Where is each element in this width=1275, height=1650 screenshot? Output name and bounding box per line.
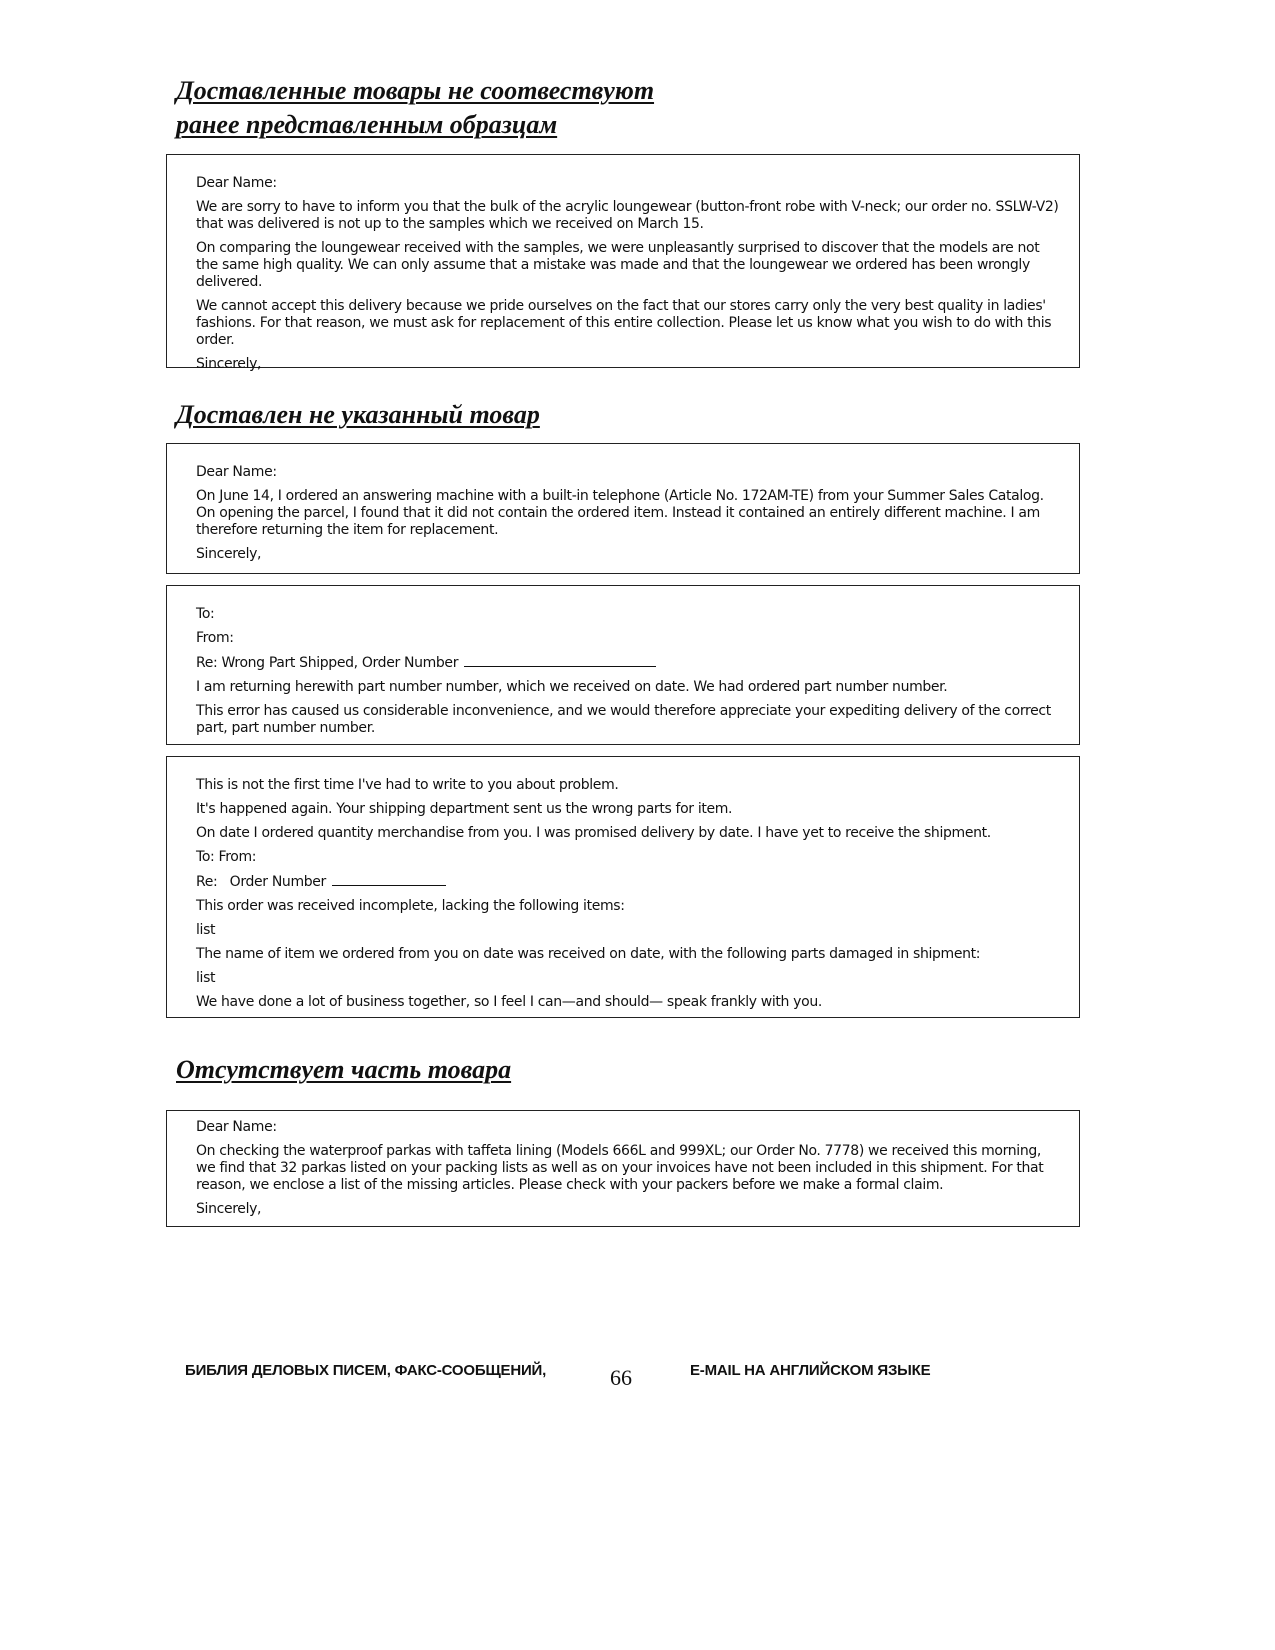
letter-paragraph: On checking the waterproof parkas with taffeta lining (Models 666L and 999XL; our Order No. 7778) we received this morning, we find that 32 parkas listed on your packing lists as well as on your invoices have not been included in this shipment. For that reason, we enclose a list of the missing articles. Please check with your packers before we make a formal claim. (196, 1143, 1044, 1193)
memo-from: From: (196, 630, 234, 646)
phrase: On date I ordered quantity merchandise from you. I was promised delivery by date. I have yet to receive the shipment. (196, 825, 991, 841)
memo-paragraph: I am returning herewith part number number, which we received on date. We had ordered part number number. (196, 679, 948, 695)
letter-box-mismatch (166, 154, 1080, 372)
phrase: list (196, 970, 216, 986)
order-number-blank (464, 654, 656, 667)
letter-paragraph: We are sorry to have to inform you that the bulk of the acrylic loungewear (button-front robe with V-neck; our order no. SSLW-V2) that was delivered is not up to the samples which we received on March 15. (196, 199, 1059, 232)
salutation: Dear Name: (196, 1119, 277, 1135)
section-heading-missing-part: Отсутствует часть товара (176, 1055, 512, 1084)
phrases-box (166, 756, 1080, 1018)
phrase: list (196, 922, 216, 938)
phrase: It's happened again. Your shipping department sent us the wrong parts for item. (196, 801, 733, 817)
page-number: 66 (610, 1365, 632, 1390)
closing: Sincerely, (196, 546, 262, 562)
footer-left-title: БИБЛИЯ ДЕЛОВЫХ ПИСЕМ, ФАКС-СООБЩЕНИЙ, (185, 1362, 547, 1379)
memo-re (196, 654, 1059, 672)
section-heading-wrong-item: Доставлен не указанный товар (176, 400, 540, 429)
letter-box-wrong-item (166, 443, 1080, 574)
letter-paragraph: We cannot accept this delivery because we pride ourselves on the fact that our stores carry only the very best quality in ladies' fashions. For that reason, we must ask for replacement of this entire collection. Please let us know what you wish to do with this order. (196, 298, 1052, 348)
memo-paragraph: This error has caused us considerable inconvenience, and we would therefore appreciate your expediting delivery of the correct part, part number number. (196, 703, 1051, 736)
phrase: This is not the first time I've had to write to you about problem. (196, 777, 619, 793)
closing: Sincerely, (196, 356, 262, 372)
footer-right-title: E-MAIL НА АНГЛИЙСКОМ ЯЗЫКЕ (690, 1362, 931, 1379)
closing: Sincerely, (196, 1201, 262, 1217)
memo-box-wrong-part (166, 585, 1080, 745)
salutation: Dear Name: (196, 464, 277, 480)
heading-line-1: Доставленные товары не соотвествуют (176, 76, 655, 105)
letter-box-missing-part (166, 1110, 1080, 1227)
phrase: We have done a lot of business together, so I feel I can—and should— speak frankly with you. (196, 994, 822, 1010)
heading-line-2: ранее представленным образцам (176, 110, 558, 139)
memo-re-text: Re: Wrong Part Shipped, Order Number (196, 655, 459, 671)
order-number-blank (332, 873, 446, 886)
letter-paragraph: On June 14, I ordered an answering machine with a built-in telephone (Article No. 172AM-TE) from your Summer Sales Catalog. On opening the parcel, I found that it did not contain the ordered item. Instead it contained an entirely different machine. I am therefore returning the item for replacement. (196, 488, 1044, 538)
memo-to: To: (196, 606, 215, 622)
salutation: Dear Name: (196, 175, 277, 191)
phrase-re (196, 873, 1059, 891)
phrase: This order was received incomplete, lacking the following items: (196, 898, 625, 914)
phrase: To: From: (196, 849, 257, 865)
letter-paragraph: On comparing the loungewear received with the samples, we were unpleasantly surprised to discover that the models are not the same high quality. We can only assume that a mistake was made and that the loungewear we ordered has been wrongly delivered. (196, 240, 1040, 290)
phrase-re-text: Re: Order Number (196, 874, 326, 890)
phrase: The name of item we ordered from you on date was received on date, with the following parts damaged in shipment: (196, 946, 981, 962)
section-heading-mismatch (176, 74, 654, 142)
